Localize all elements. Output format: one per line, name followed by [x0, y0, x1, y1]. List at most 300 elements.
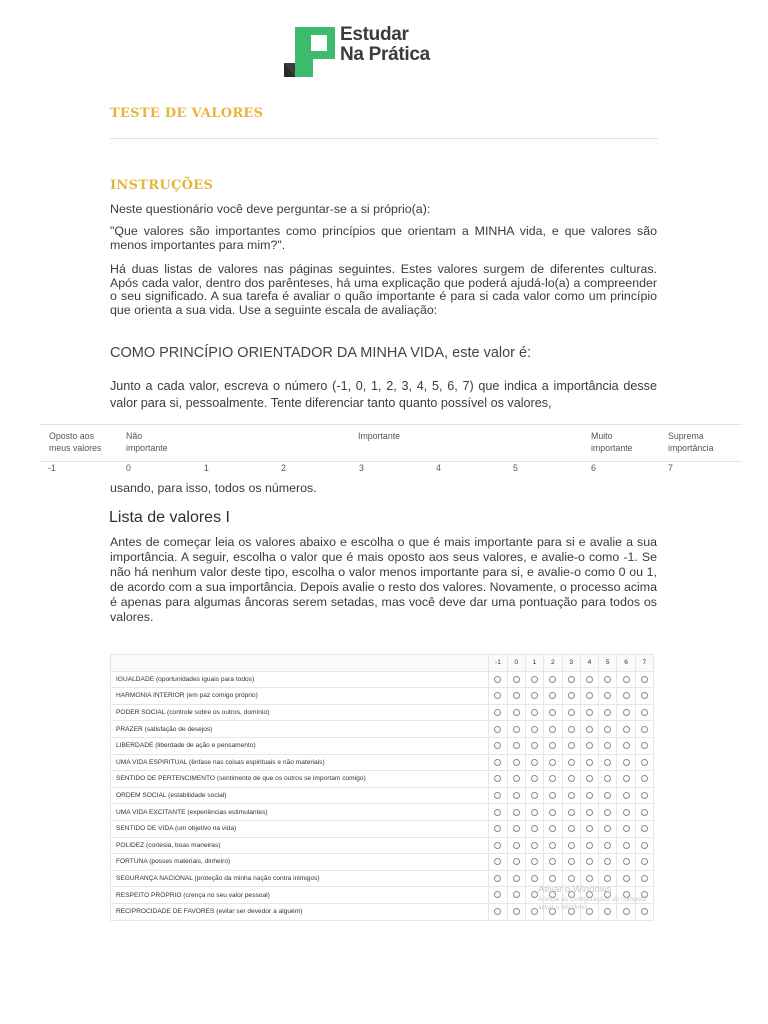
value-label: UMA VIDA ESPIRITUAL (ênfase nas coisas espirituais e não materiais) [111, 754, 489, 771]
rating-radio[interactable] [549, 809, 556, 816]
scale-label-nao-importante: Não importante [126, 431, 168, 453]
table-header-blank [111, 655, 489, 672]
rating-radio[interactable] [531, 709, 538, 716]
rating-cell [562, 721, 580, 738]
rating-cell [635, 688, 653, 705]
rating-cell [525, 721, 543, 738]
rating-radio[interactable] [531, 759, 538, 766]
rating-radio[interactable] [586, 842, 593, 849]
rating-radio[interactable] [494, 759, 501, 766]
rating-cell [544, 754, 562, 771]
rating-cell [580, 737, 598, 754]
rating-cell [617, 737, 635, 754]
rating-radio[interactable] [549, 858, 556, 865]
rating-cell [617, 671, 635, 688]
rating-cell [562, 837, 580, 854]
watermark-line-2: Acesse as configurações do computa [538, 896, 647, 903]
paragraph-lists: Há duas listas de valores nas páginas seguintes. Estes valores surgem de diferentes culturas. Após cada valor, dentro dos parênteses, há uma explicação que poderá ajudá-lo(a) a compreender o seu significado. A sua tarefa é avaliar o quão importante é para si cada valor como um princípio que orienta a sua vida. Use a seguinte escala de avaliação: [110, 262, 657, 318]
rating-radio[interactable] [494, 809, 501, 816]
rating-cell [599, 704, 617, 721]
rating-radio[interactable] [586, 875, 593, 882]
rating-cell [489, 870, 507, 887]
logo-line-2: Na Prática [340, 44, 430, 65]
rating-radio[interactable] [513, 692, 520, 699]
rating-radio[interactable] [568, 809, 575, 816]
rating-radio[interactable] [494, 825, 501, 832]
rating-radio[interactable] [494, 726, 501, 733]
rating-cell [489, 903, 507, 920]
rating-cell [507, 771, 525, 788]
rating-radio[interactable] [604, 792, 611, 799]
rating-cell [562, 704, 580, 721]
rating-cell [580, 837, 598, 854]
rating-cell [599, 820, 617, 837]
rating-radio[interactable] [549, 792, 556, 799]
rating-radio[interactable] [494, 709, 501, 716]
rating-radio[interactable] [513, 759, 520, 766]
rating-cell [544, 704, 562, 721]
rating-cell [580, 671, 598, 688]
rating-radio[interactable] [513, 742, 520, 749]
rating-radio[interactable] [513, 676, 520, 683]
rating-radio[interactable] [568, 742, 575, 749]
rating-cell [562, 787, 580, 804]
value-label: POLIDEZ (cortesia, boas maneiras) [111, 837, 489, 854]
table-row [111, 771, 654, 788]
rating-radio[interactable] [531, 908, 538, 915]
rating-cell [507, 737, 525, 754]
rating-cell [507, 804, 525, 821]
rating-radio[interactable] [604, 842, 611, 849]
rating-cell [489, 820, 507, 837]
paragraph-intro: Neste questionário você deve perguntar-se a si próprio(a): [110, 202, 431, 216]
rating-cell [544, 837, 562, 854]
rating-cell [489, 721, 507, 738]
paragraph-question: "Que valores são importantes como princípios que orientam a MINHA vida, e que valores são menos importantes para mim?". [110, 224, 657, 252]
rating-radio[interactable] [494, 891, 501, 898]
table-row [111, 671, 654, 688]
value-label: RECIPROCIDADE DE FAVORES (evitar ser devedor a alguém) [111, 903, 489, 920]
values-rating-table [110, 654, 654, 921]
table-row [111, 804, 654, 821]
rating-radio[interactable] [604, 759, 611, 766]
table-row [111, 754, 654, 771]
rating-radio[interactable] [494, 676, 501, 683]
rating-cell [489, 737, 507, 754]
scale-number: 0 [126, 463, 131, 473]
rating-cell [525, 771, 543, 788]
scale-number: 3 [359, 463, 364, 473]
rating-radio[interactable] [513, 891, 520, 898]
paragraph-use-all-numbers: usando, para isso, todos os números. [110, 481, 317, 495]
table-row [111, 787, 654, 804]
paragraph-scale-instructions: Junto a cada valor, escreva o número (-1, 0, 1, 2, 3, 4, 5, 6, 7) que indica a importância desse valor para si, pessoalmente. Tente diferenciar tanto quanto possível os valores, [110, 379, 657, 410]
rating-radio[interactable] [531, 792, 538, 799]
table-row [111, 688, 654, 705]
rating-cell [599, 837, 617, 854]
rating-radio[interactable] [641, 742, 648, 749]
rating-radio[interactable] [641, 676, 648, 683]
rating-cell [635, 704, 653, 721]
rating-radio[interactable] [641, 875, 648, 882]
rating-cell [507, 887, 525, 904]
table-row [111, 737, 654, 754]
column-header: 4 [580, 655, 598, 672]
rating-radio[interactable] [641, 809, 648, 816]
rating-cell [562, 771, 580, 788]
rating-cell [580, 804, 598, 821]
rating-radio[interactable] [531, 858, 538, 865]
rating-cell [617, 721, 635, 738]
scale-label-muito-importante: Muito importante [591, 431, 633, 453]
rating-radio[interactable] [549, 775, 556, 782]
rating-cell [562, 754, 580, 771]
table-row [111, 704, 654, 721]
value-label: PODER SOCIAL (controle sobre os outros, domínio) [111, 704, 489, 721]
rating-radio[interactable] [494, 858, 501, 865]
rating-radio[interactable] [549, 709, 556, 716]
rating-radio[interactable] [623, 726, 630, 733]
rating-radio[interactable] [513, 842, 520, 849]
rating-cell [617, 787, 635, 804]
rating-cell [599, 688, 617, 705]
rating-cell [617, 820, 635, 837]
scale-number: 5 [513, 463, 518, 473]
scale-heading: COMO PRINCÍPIO ORIENTADOR DA MINHA VIDA, este valor é: [110, 345, 532, 361]
column-header: 1 [525, 655, 543, 672]
rating-radio[interactable] [623, 809, 630, 816]
rating-radio[interactable] [531, 726, 538, 733]
rating-radio[interactable] [641, 726, 648, 733]
rating-radio[interactable] [623, 759, 630, 766]
rating-cell [507, 787, 525, 804]
table-row [111, 721, 654, 738]
rating-cell [489, 854, 507, 871]
rating-radio[interactable] [623, 825, 630, 832]
rating-radio[interactable] [513, 875, 520, 882]
rating-radio[interactable] [623, 875, 630, 882]
rating-radio[interactable] [549, 825, 556, 832]
rating-cell [525, 737, 543, 754]
rating-cell [599, 804, 617, 821]
rating-cell [507, 854, 525, 871]
rating-radio[interactable] [549, 692, 556, 699]
rating-cell [599, 787, 617, 804]
rating-cell [525, 704, 543, 721]
rating-cell [599, 771, 617, 788]
rating-cell [635, 671, 653, 688]
rating-cell [580, 771, 598, 788]
scale-number: -1 [48, 463, 56, 473]
rating-cell [525, 854, 543, 871]
rating-cell [507, 688, 525, 705]
rating-radio[interactable] [531, 825, 538, 832]
rating-radio[interactable] [586, 742, 593, 749]
scale-number: 2 [281, 463, 286, 473]
rating-cell [507, 903, 525, 920]
rating-radio[interactable] [586, 858, 593, 865]
scale-label-suprema-importancia: Suprema importância [668, 431, 714, 453]
rating-cell [562, 688, 580, 705]
rating-radio[interactable] [494, 742, 501, 749]
column-header: 7 [635, 655, 653, 672]
scale-number: 7 [668, 463, 673, 473]
rating-radio[interactable] [623, 676, 630, 683]
rating-radio[interactable] [513, 908, 520, 915]
rating-cell [635, 771, 653, 788]
scale-number: 1 [204, 463, 209, 473]
rating-cell [507, 704, 525, 721]
rating-cell [562, 737, 580, 754]
rating-cell [489, 671, 507, 688]
logo-wordmark [340, 25, 430, 65]
rating-radio[interactable] [494, 792, 501, 799]
rating-radio[interactable] [549, 875, 556, 882]
rating-radio[interactable] [623, 858, 630, 865]
rating-radio[interactable] [531, 775, 538, 782]
scale-label-importante: Importante [358, 431, 401, 441]
rating-radio[interactable] [568, 726, 575, 733]
rating-cell [562, 671, 580, 688]
rating-cell [544, 721, 562, 738]
rating-radio[interactable] [568, 858, 575, 865]
rating-radio[interactable] [494, 875, 501, 882]
rating-radio[interactable] [604, 709, 611, 716]
rating-cell [617, 804, 635, 821]
rating-radio[interactable] [604, 875, 611, 882]
rating-cell [489, 887, 507, 904]
rating-radio[interactable] [568, 842, 575, 849]
rating-radio[interactable] [586, 792, 593, 799]
value-label: ORDEM SOCIAL (estabilidade social) [111, 787, 489, 804]
rating-radio[interactable] [604, 809, 611, 816]
rating-radio[interactable] [623, 692, 630, 699]
rating-radio[interactable] [641, 858, 648, 865]
rating-radio[interactable] [531, 842, 538, 849]
rating-cell [580, 754, 598, 771]
rating-radio[interactable] [531, 891, 538, 898]
scale-label-oposto: Oposto aos meus valores [49, 431, 102, 453]
rating-radio[interactable] [568, 775, 575, 782]
rating-cell [599, 854, 617, 871]
rating-radio[interactable] [641, 825, 648, 832]
value-label: IGUALDADE (oportunidades iguais para todos) [111, 671, 489, 688]
rating-radio[interactable] [568, 709, 575, 716]
rating-cell [507, 754, 525, 771]
value-label: HARMONIA INTERIOR (em paz comigo próprio) [111, 688, 489, 705]
rating-cell [544, 771, 562, 788]
rating-cell [599, 737, 617, 754]
rating-radio[interactable] [531, 742, 538, 749]
rating-radio[interactable] [586, 775, 593, 782]
rating-cell [507, 837, 525, 854]
rating-cell [562, 820, 580, 837]
divider [110, 138, 658, 139]
rating-radio[interactable] [549, 842, 556, 849]
table-row [111, 854, 654, 871]
rating-cell [617, 704, 635, 721]
scale-number: 6 [591, 463, 596, 473]
rating-radio[interactable] [604, 858, 611, 865]
rating-cell [525, 787, 543, 804]
rating-cell [525, 671, 543, 688]
rating-radio[interactable] [568, 759, 575, 766]
rating-radio[interactable] [513, 709, 520, 716]
rating-radio[interactable] [641, 792, 648, 799]
table-row [111, 837, 654, 854]
watermark-line-1: Ativar o Windows [538, 884, 612, 895]
rating-radio[interactable] [623, 742, 630, 749]
rating-radio[interactable] [586, 692, 593, 699]
page-title: TESTE DE VALORES [110, 106, 264, 121]
rating-cell [617, 754, 635, 771]
value-label: FORTUNA (posses materiais, dinheiro) [111, 854, 489, 871]
rating-radio[interactable] [604, 742, 611, 749]
rating-radio[interactable] [604, 825, 611, 832]
value-label: UMA VIDA EXCITANTE (experiências estimulantes) [111, 804, 489, 821]
value-label: SENTIDO DE VIDA (um objetivo na vida) [111, 820, 489, 837]
rating-radio[interactable] [568, 825, 575, 832]
rating-radio[interactable] [531, 692, 538, 699]
windows-activation-watermark [538, 884, 646, 911]
rating-scale [40, 424, 742, 462]
rating-cell [599, 754, 617, 771]
rating-cell [635, 804, 653, 821]
rating-radio[interactable] [494, 842, 501, 849]
rating-radio[interactable] [549, 742, 556, 749]
rating-radio[interactable] [513, 792, 520, 799]
rating-cell [635, 837, 653, 854]
rating-radio[interactable] [623, 842, 630, 849]
rating-cell [544, 787, 562, 804]
rating-radio[interactable] [531, 809, 538, 816]
watermark-line-3: ativar o Windows. [538, 904, 590, 911]
column-header: 3 [562, 655, 580, 672]
scale-number: 4 [436, 463, 441, 473]
rating-cell [544, 671, 562, 688]
rating-cell [635, 820, 653, 837]
rating-radio[interactable] [586, 809, 593, 816]
rating-radio[interactable] [549, 726, 556, 733]
value-label: RESPEITO PRÓPRIO (crença no seu valor pessoal) [111, 887, 489, 904]
rating-cell [599, 671, 617, 688]
rating-cell [635, 854, 653, 871]
column-header: 6 [617, 655, 635, 672]
rating-cell [562, 854, 580, 871]
rating-cell [544, 820, 562, 837]
column-header: 5 [599, 655, 617, 672]
rating-cell [489, 688, 507, 705]
rating-radio[interactable] [568, 676, 575, 683]
rating-cell [580, 787, 598, 804]
rating-cell [544, 804, 562, 821]
rating-cell [525, 837, 543, 854]
rating-radio[interactable] [568, 875, 575, 882]
rating-cell [580, 721, 598, 738]
rating-radio[interactable] [494, 775, 501, 782]
rating-radio[interactable] [586, 709, 593, 716]
rating-radio[interactable] [549, 676, 556, 683]
rating-cell [544, 854, 562, 871]
logo-line-1: Estudar [340, 24, 409, 45]
rating-radio[interactable] [623, 792, 630, 799]
rating-radio[interactable] [531, 676, 538, 683]
paragraph-list-instructions: Antes de começar leia os valores abaixo e escolha o que é mais importante para si e avalie a sua importância. A seguir, escolha o valor que é mais oposto aos seus valores, e avalie-o como -1. Se não há nenhum valor deste tipo, escolha o valor menos importante para si, e avalie-o como 0 ou 1, de acordo com a sua importância. Depois avalie o resto dos valores. Novamente, o processo acima é apenas para algumas âncoras serem setadas, mas você deve dar uma pontuação para todos os valores. [110, 535, 657, 625]
rating-radio[interactable] [568, 792, 575, 799]
rating-cell [507, 870, 525, 887]
rating-cell [617, 837, 635, 854]
rating-radio[interactable] [641, 842, 648, 849]
rating-cell [525, 804, 543, 821]
rating-cell [635, 754, 653, 771]
rating-radio[interactable] [623, 709, 630, 716]
rating-cell [544, 737, 562, 754]
rating-radio[interactable] [549, 759, 556, 766]
rating-cell [544, 688, 562, 705]
column-header: 0 [507, 655, 525, 672]
rating-cell [635, 721, 653, 738]
column-header: -1 [489, 655, 507, 672]
rating-cell [507, 671, 525, 688]
rating-radio[interactable] [604, 726, 611, 733]
rating-radio[interactable] [586, 759, 593, 766]
rating-radio[interactable] [586, 825, 593, 832]
rating-radio[interactable] [513, 825, 520, 832]
rating-cell [580, 854, 598, 871]
rating-radio[interactable] [641, 775, 648, 782]
rating-radio[interactable] [531, 875, 538, 882]
rating-radio[interactable] [513, 858, 520, 865]
rating-cell [617, 854, 635, 871]
rating-cell [635, 737, 653, 754]
value-label: SEGURANÇA NACIONAL (proteção da minha nação contra inimigos) [111, 870, 489, 887]
rating-radio[interactable] [586, 676, 593, 683]
rating-cell [489, 704, 507, 721]
rating-cell [507, 721, 525, 738]
rating-radio[interactable] [586, 726, 593, 733]
table-row [111, 820, 654, 837]
rating-radio[interactable] [513, 775, 520, 782]
value-label: LIBERDADE (liberdade de ação e pensamento) [111, 737, 489, 754]
rating-cell [580, 704, 598, 721]
rating-radio[interactable] [641, 709, 648, 716]
rating-radio[interactable] [641, 692, 648, 699]
rating-radio[interactable] [513, 726, 520, 733]
rating-cell [525, 754, 543, 771]
rating-cell [617, 771, 635, 788]
rating-cell [599, 721, 617, 738]
rating-radio[interactable] [494, 908, 501, 915]
rating-radio[interactable] [604, 676, 611, 683]
instructions-heading: INSTRUÇÕES [110, 178, 214, 193]
rating-cell [580, 688, 598, 705]
list-heading: Lista de valores I [109, 509, 230, 526]
rating-cell [489, 804, 507, 821]
rating-radio[interactable] [494, 692, 501, 699]
rating-radio[interactable] [641, 759, 648, 766]
rating-radio[interactable] [604, 775, 611, 782]
rating-cell [489, 837, 507, 854]
rating-radio[interactable] [604, 692, 611, 699]
column-header: 2 [544, 655, 562, 672]
rating-cell [489, 754, 507, 771]
rating-radio[interactable] [568, 692, 575, 699]
rating-cell [562, 804, 580, 821]
rating-radio[interactable] [513, 809, 520, 816]
rating-cell [489, 771, 507, 788]
rating-radio[interactable] [623, 775, 630, 782]
rating-cell [525, 820, 543, 837]
